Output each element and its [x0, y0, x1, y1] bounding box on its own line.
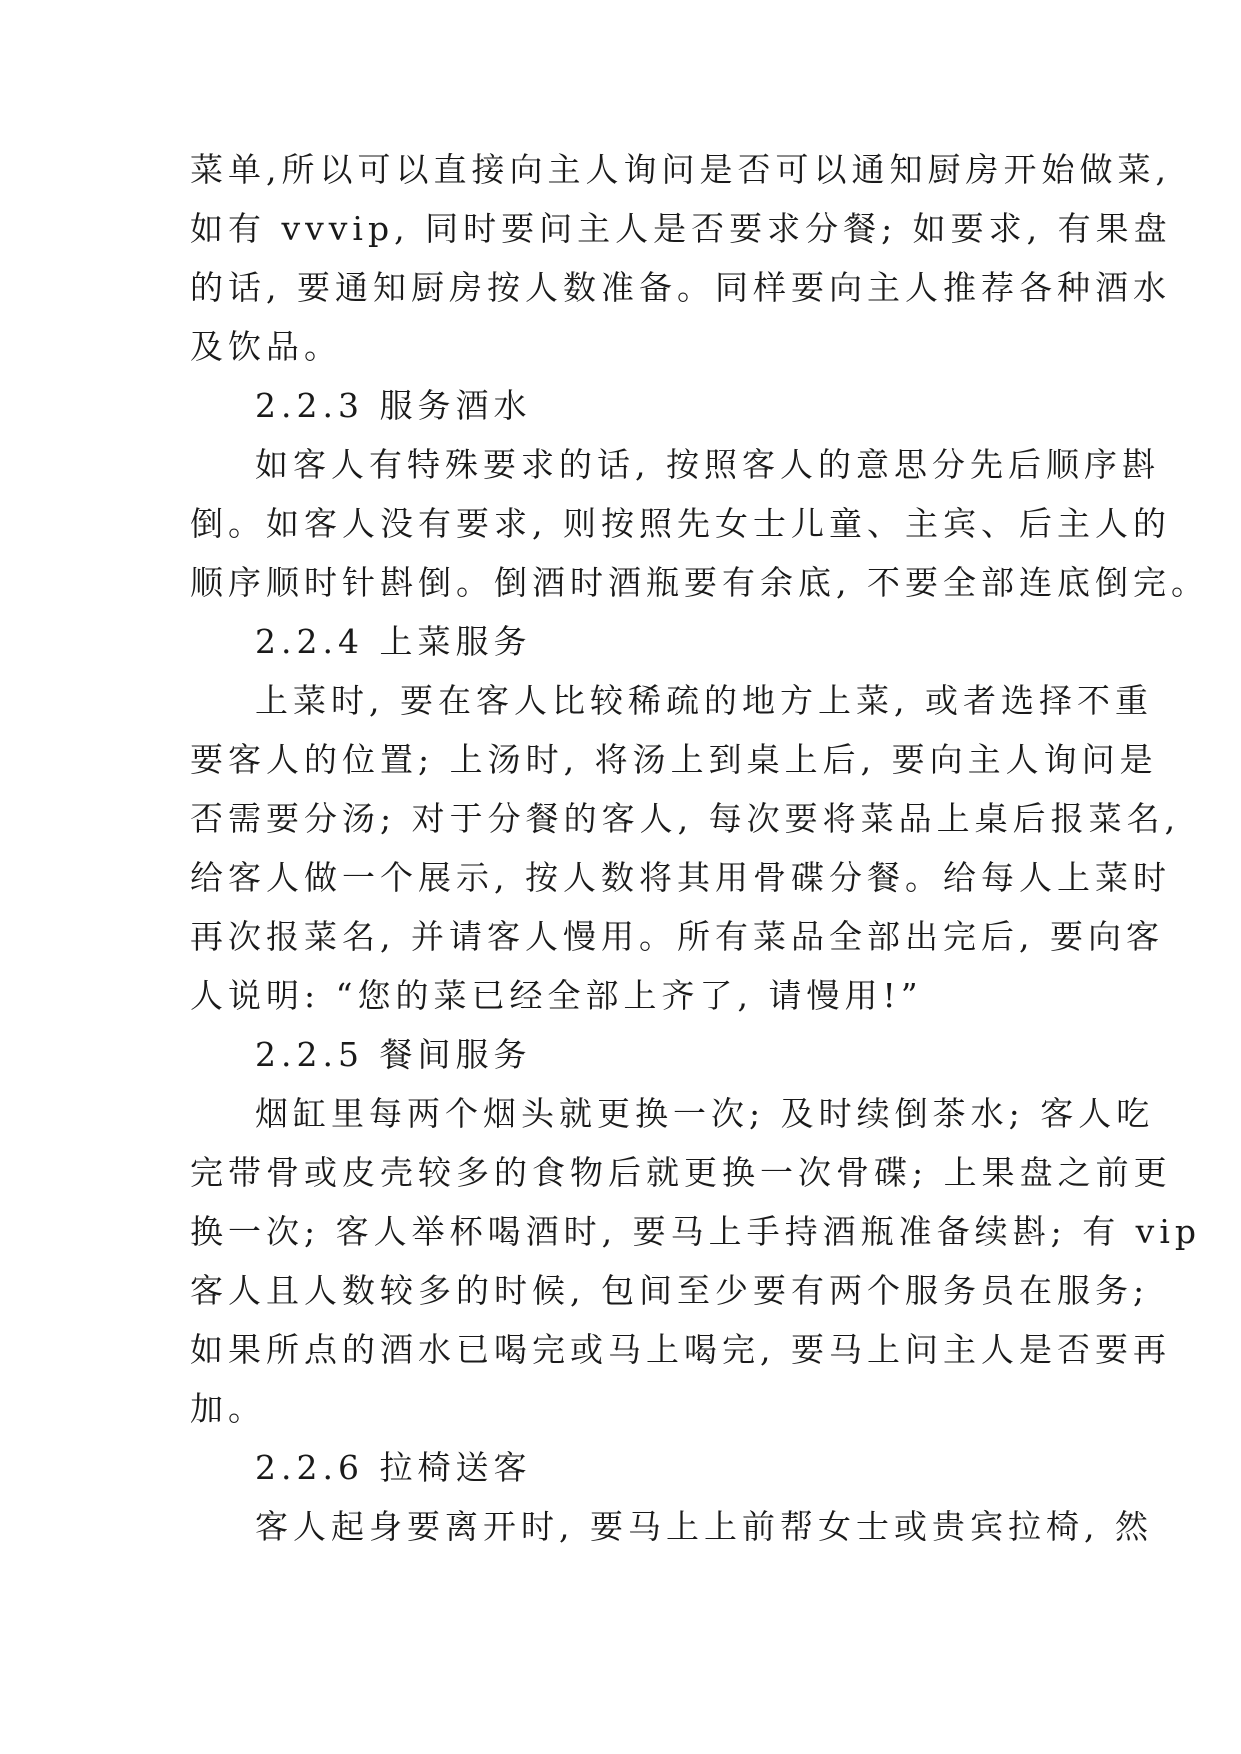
body-line: 再次报菜名, 并请客人慢用。所有菜品全部出完后, 要向客 — [190, 917, 1164, 956]
body-line: 如果所点的酒水已喝完或马上喝完, 要马上问主人是否要再 — [190, 1330, 1171, 1369]
body-line: 给客人做一个展示, 按人数将其用骨碟分餐。给每人上菜时 — [190, 858, 1171, 897]
body-line: 如客人有特殊要求的话, 按照客人的意思分先后顺序斟 — [255, 445, 1160, 484]
section-heading: 2.2.5 餐间服务 — [255, 1035, 532, 1074]
body-line: 人说明: “您的菜已经全部上齐了, 请慢用!” — [190, 976, 923, 1015]
body-line: 烟缸里每两个烟头就更换一次; 及时续倒茶水; 客人吃 — [255, 1094, 1155, 1133]
body-line: 加。 — [190, 1389, 266, 1428]
body-line: 要客人的位置; 上汤时, 将汤上到桌上后, 要向主人询问是 — [190, 740, 1158, 779]
section-heading: 2.2.4 上菜服务 — [255, 622, 532, 661]
body-line: 完带骨或皮壳较多的食物后就更换一次骨碟; 上果盘之前更 — [190, 1153, 1172, 1192]
body-line: 客人起身要离开时, 要马上上前帮女士或贵宾拉椅, 然 — [255, 1507, 1153, 1546]
section-heading: 2.2.3 服务酒水 — [255, 386, 532, 425]
body-line: 顺序顺时针斟倒。倒酒时酒瓶要有余底, 不要全部连底倒完。 — [190, 563, 1209, 602]
body-line: 的话, 要通知厨房按人数准备。同样要向主人推荐各种酒水 — [190, 268, 1171, 307]
body-line: 换一次; 客人举杯喝酒时, 要马上手持酒瓶准备续斟; 有 vip — [190, 1212, 1202, 1251]
body-line: 倒。如客人没有要求, 则按照先女士儿童、主宾、后主人的 — [190, 504, 1171, 543]
body-line: 菜单,所以可以直接向主人询问是否可以通知厨房开始做菜, — [190, 150, 1171, 189]
section-heading: 2.2.6 拉椅送客 — [255, 1448, 532, 1487]
body-line: 如有 vvvip, 同时要问主人是否要求分餐; 如要求, 有果盘 — [190, 209, 1172, 248]
body-line: 上菜时, 要在客人比较稀疏的地方上菜, 或者选择不重 — [255, 681, 1153, 720]
body-line: 客人且人数较多的时候, 包间至少要有两个服务员在服务; — [190, 1271, 1150, 1310]
body-line: 否需要分汤; 对于分餐的客人, 每次要将菜品上桌后报菜名, — [190, 799, 1181, 838]
body-line: 及饮品。 — [190, 327, 342, 366]
